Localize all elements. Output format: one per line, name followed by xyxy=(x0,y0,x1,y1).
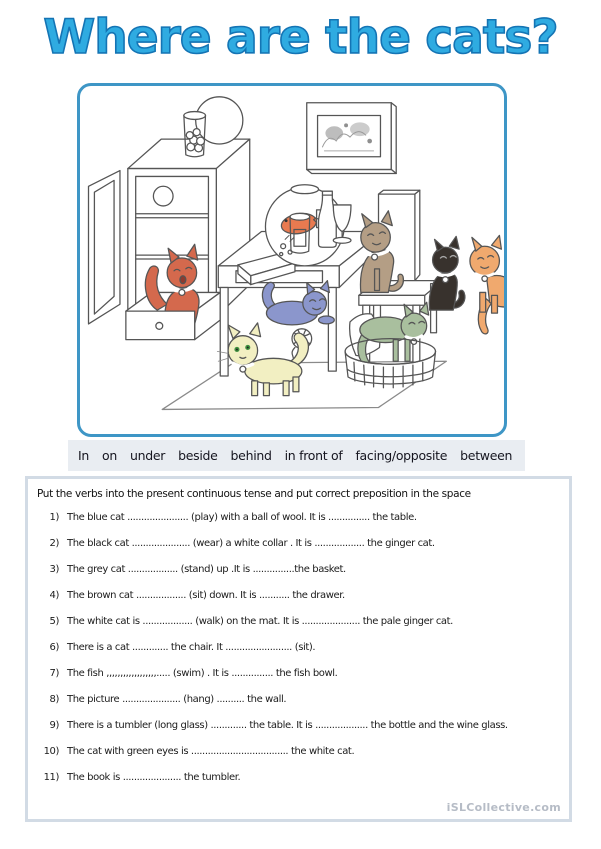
question-row-1 xyxy=(37,511,561,525)
question-text: The cat with green eyes is ................................... the white cat. xyxy=(67,746,355,757)
question-text: The brown cat .................. (sit) down. It is ........... the drawer. xyxy=(67,590,345,601)
question-number: 11) xyxy=(43,772,59,783)
question-number: 1) xyxy=(49,512,59,523)
question-text: The blue cat ...................... (play) with a ball of wool. It is ............... the table. xyxy=(67,512,417,523)
question-row-9 xyxy=(37,719,561,733)
question-number: 9) xyxy=(49,720,59,731)
question-number: 3) xyxy=(49,564,59,575)
preposition-item: facing/opposite xyxy=(355,448,448,463)
question-row-5 xyxy=(37,615,561,629)
preposition-item: under xyxy=(130,448,166,463)
wine-glass xyxy=(333,205,351,243)
black-cat xyxy=(429,236,465,310)
worksheet-panel xyxy=(25,476,572,822)
preposition-item: between xyxy=(460,448,513,463)
question-row-11 xyxy=(37,771,561,785)
question-text: There is a cat ............. the chair. It ........................ (sit). xyxy=(67,642,316,653)
ball-on-fridge xyxy=(196,97,243,144)
preposition-item: behind xyxy=(230,448,272,463)
question-number: 8) xyxy=(49,694,59,705)
question-number: 10) xyxy=(43,746,59,757)
question-row-3 xyxy=(37,563,561,577)
question-text: The black cat ..................... (wear) a white collar . It is .................. the ginger cat. xyxy=(67,538,435,549)
question-number: 7) xyxy=(49,668,59,679)
question-row-4 xyxy=(37,589,561,603)
question-number: 2) xyxy=(49,538,59,549)
worksheet-instruction: Put the verbs into the present continuous tense and put correct preposition in the space xyxy=(37,488,471,500)
question-number: 4) xyxy=(49,590,59,601)
preposition-item: In xyxy=(78,448,90,463)
question-number: 5) xyxy=(49,616,59,627)
question-text: The picture ..................... (hang) .......... the wall. xyxy=(67,694,287,705)
wall-picture xyxy=(307,103,396,174)
question-row-10 xyxy=(37,745,561,759)
pale-ginger-cat xyxy=(470,235,504,333)
question-row-2 xyxy=(37,537,561,551)
page-title: Where are the cats? xyxy=(43,10,558,65)
islcollective-watermark: iSLCollective.com xyxy=(446,801,561,814)
question-text: The white cat is .................. (walk) on the mat. It is ..................... the pale ginger cat. xyxy=(67,616,453,627)
preposition-word-bank xyxy=(68,440,525,471)
question-number: 6) xyxy=(49,642,59,653)
question-row-8 xyxy=(37,693,561,707)
drawer-front xyxy=(126,311,195,340)
preposition-item: in front of xyxy=(284,448,343,463)
preposition-item: on xyxy=(102,448,117,463)
question-text: The fish ,,,,,,,,,,,,,,,,,,..... (swim) . It is ............... the fish bowl. xyxy=(67,668,338,679)
question-text: The book is ..................... the tumbler. xyxy=(67,772,241,783)
question-text: The grey cat .................. (stand) up .It is ...............the basket. xyxy=(67,564,346,575)
question-text: There is a tumbler (long glass) ............. the table. It is ................... the bottle and the wine glass. xyxy=(67,720,508,731)
question-row-6 xyxy=(37,641,561,655)
cats-illustration-frame xyxy=(77,83,507,437)
fridge-door xyxy=(89,171,120,324)
question-row-7 xyxy=(37,667,561,681)
preposition-item: beside xyxy=(178,448,218,463)
cats-illustration xyxy=(80,86,504,434)
